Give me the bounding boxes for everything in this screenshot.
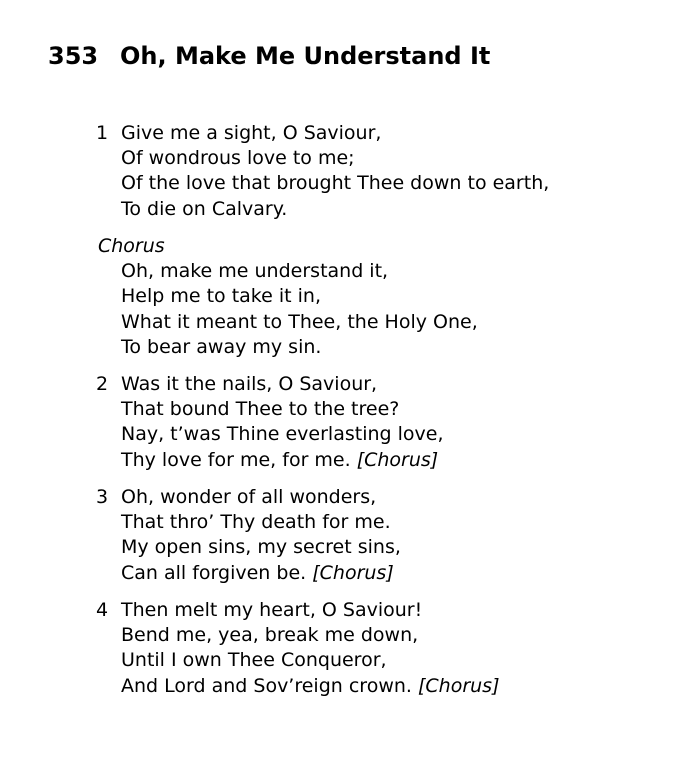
stanza-number: 2 (96, 373, 109, 395)
chorus-line: Oh, make me understand it, (121, 260, 389, 283)
stanza-line-text: And Lord and Sov’reign crown. (121, 674, 412, 697)
stanza-line: Bend me, yea, break me down, (121, 624, 419, 647)
hymn-title: Oh, Make Me Understand It (120, 42, 491, 70)
stanza-line (96, 674, 500, 699)
stanza-number: 3 (96, 486, 109, 508)
stanza-line: Of the love that brought Thee down to earth, (121, 172, 550, 195)
chorus-reference: [Chorus] (417, 674, 500, 697)
stanza-number: 4 (96, 599, 109, 621)
stanza-line: Oh, wonder of all wonders, (121, 486, 377, 508)
chorus-line: Help me to take it in, (121, 285, 321, 308)
chorus-reference: [Chorus] (356, 448, 439, 471)
stanza-3 (96, 485, 401, 586)
stanza-4 (96, 598, 500, 699)
stanza-line: Of wondrous love to me; (121, 147, 355, 170)
stanza-line: Until I own Thee Conqueror, (121, 649, 387, 672)
chorus-label: Chorus (98, 235, 165, 257)
stanza-line: That thro’ Thy death for me. (121, 511, 391, 534)
stanza-line (96, 561, 401, 586)
stanza-number: 1 (96, 122, 109, 144)
stanza-line: Was it the nails, O Saviour, (121, 373, 378, 395)
stanza-line (96, 448, 444, 473)
stanza-line: That bound Thee to the tree? (121, 398, 400, 421)
chorus (96, 234, 478, 360)
stanza-line: Give me a sight, O Saviour, (121, 122, 382, 144)
stanza-line: To die on Calvary. (121, 197, 288, 220)
stanza-line: My open sins, my secret sins, (121, 536, 401, 559)
hymn-number: 353 (48, 42, 99, 70)
stanza-2 (96, 372, 444, 473)
stanza-line: Then melt my heart, O Saviour! (121, 599, 423, 621)
chorus-reference: [Chorus] (312, 561, 394, 584)
stanza-line-text: Can all forgiven be. (121, 561, 307, 584)
chorus-line: What it meant to Thee, the Holy One, (121, 310, 478, 333)
stanza-1 (96, 121, 549, 222)
stanza-line-text: Thy love for me, for me. (121, 448, 351, 471)
chorus-line: To bear away my sin. (121, 335, 322, 358)
stanza-line: Nay, t’was Thine everlasting love, (121, 423, 444, 446)
hymn-header (48, 40, 490, 72)
